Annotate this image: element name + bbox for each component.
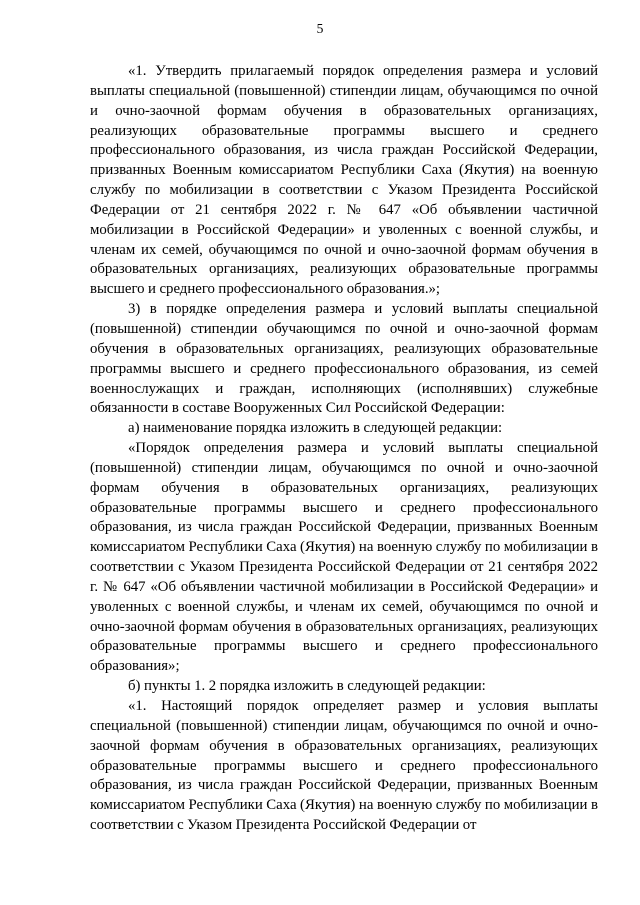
paragraph-order-clause-1: «1. Настоящий порядок определяет размер и условия выплаты специальной (повышенной) стипендии лицам, обучающимся по очной и очно-заочной формам обучения в образовательных организациях, реализующих образовательные программы высшего и среднего профессионального образования, из числа граждан Российской Федерации, призванных Военным комиссариатом Республики Саха (Якутия) на военную службу по мобилизации в соответствии с Указом Президента Российской Федерации от — [90, 698, 598, 834]
paragraph-subitem-b: б) пункты 1. 2 порядка изложить в следующей редакции: — [128, 678, 486, 695]
paragraph-item-3-amendment: 3) в порядке определения размера и условий выплаты специальной (повышенной) стипендии обучающимся по очной и очно-заочной формам обучения в образовательных организациях, реализующих образовательные программы высшего и среднего профессионального образования, из семей военнослужащих и граждан, исполняющих (исполнявших) служебные обязанности в составе Вооруженных Сил Российской Федерации: — [90, 301, 598, 417]
paragraph-item-1-approval: «1. Утвердить прилагаемый порядок определения размера и условий выплаты специальной (повышенной) стипендии лицам, обучающимся по очной и очно-заочной формам обучения в образовательных организациях, реализующих образовательные программы высшего и среднего профессионального образования, из числа граждан Российской Федерации, призванных Военным комиссариатом Республики Саха (Якутия) на военную службу по мобилизации в соответствии с Указом Президента Российской Федерации от 21 сентября 2022 г. № 647 «Об объявлении частичной мобилизации в Российской Федерации» и уволенных с военной службы, и членам их семей, обучающимся по очной и очно-заочной формам обучения в образовательных организациях, реализующих образовательные программы высшего и среднего профессионального образования.»; — [90, 63, 598, 298]
paragraph-order-title-quote: «Порядок определения размера и условий выплаты специальной (повышенной) стипендии лицам, обучающимся по очной и очно-заочной формам обучения в образовательных организациях, реализующих образовательные программы высшего и среднего профессионального образования, из числа граждан Российской Федерации, призванных Военным комиссариатом Республики Саха (Якутия) на военную службу по мобилизации в соответствии с Указом Президента Российской Федерации от 21 сентября 2022 г. № 647 «Об объявлении частичной мобилизации в Российской Федерации» и уволенных с военной службы, и членам их семей, обучающимся по очной и очно-заочной формам обучения в образовательных организациях, реализующих образовательные программы высшего и среднего профессионального образования»; — [90, 440, 598, 675]
page-number: 5 — [316, 21, 324, 36]
document-body — [90, 62, 598, 836]
paragraph-subitem-a: а) наименование порядка изложить в следующей редакции: — [128, 420, 503, 437]
